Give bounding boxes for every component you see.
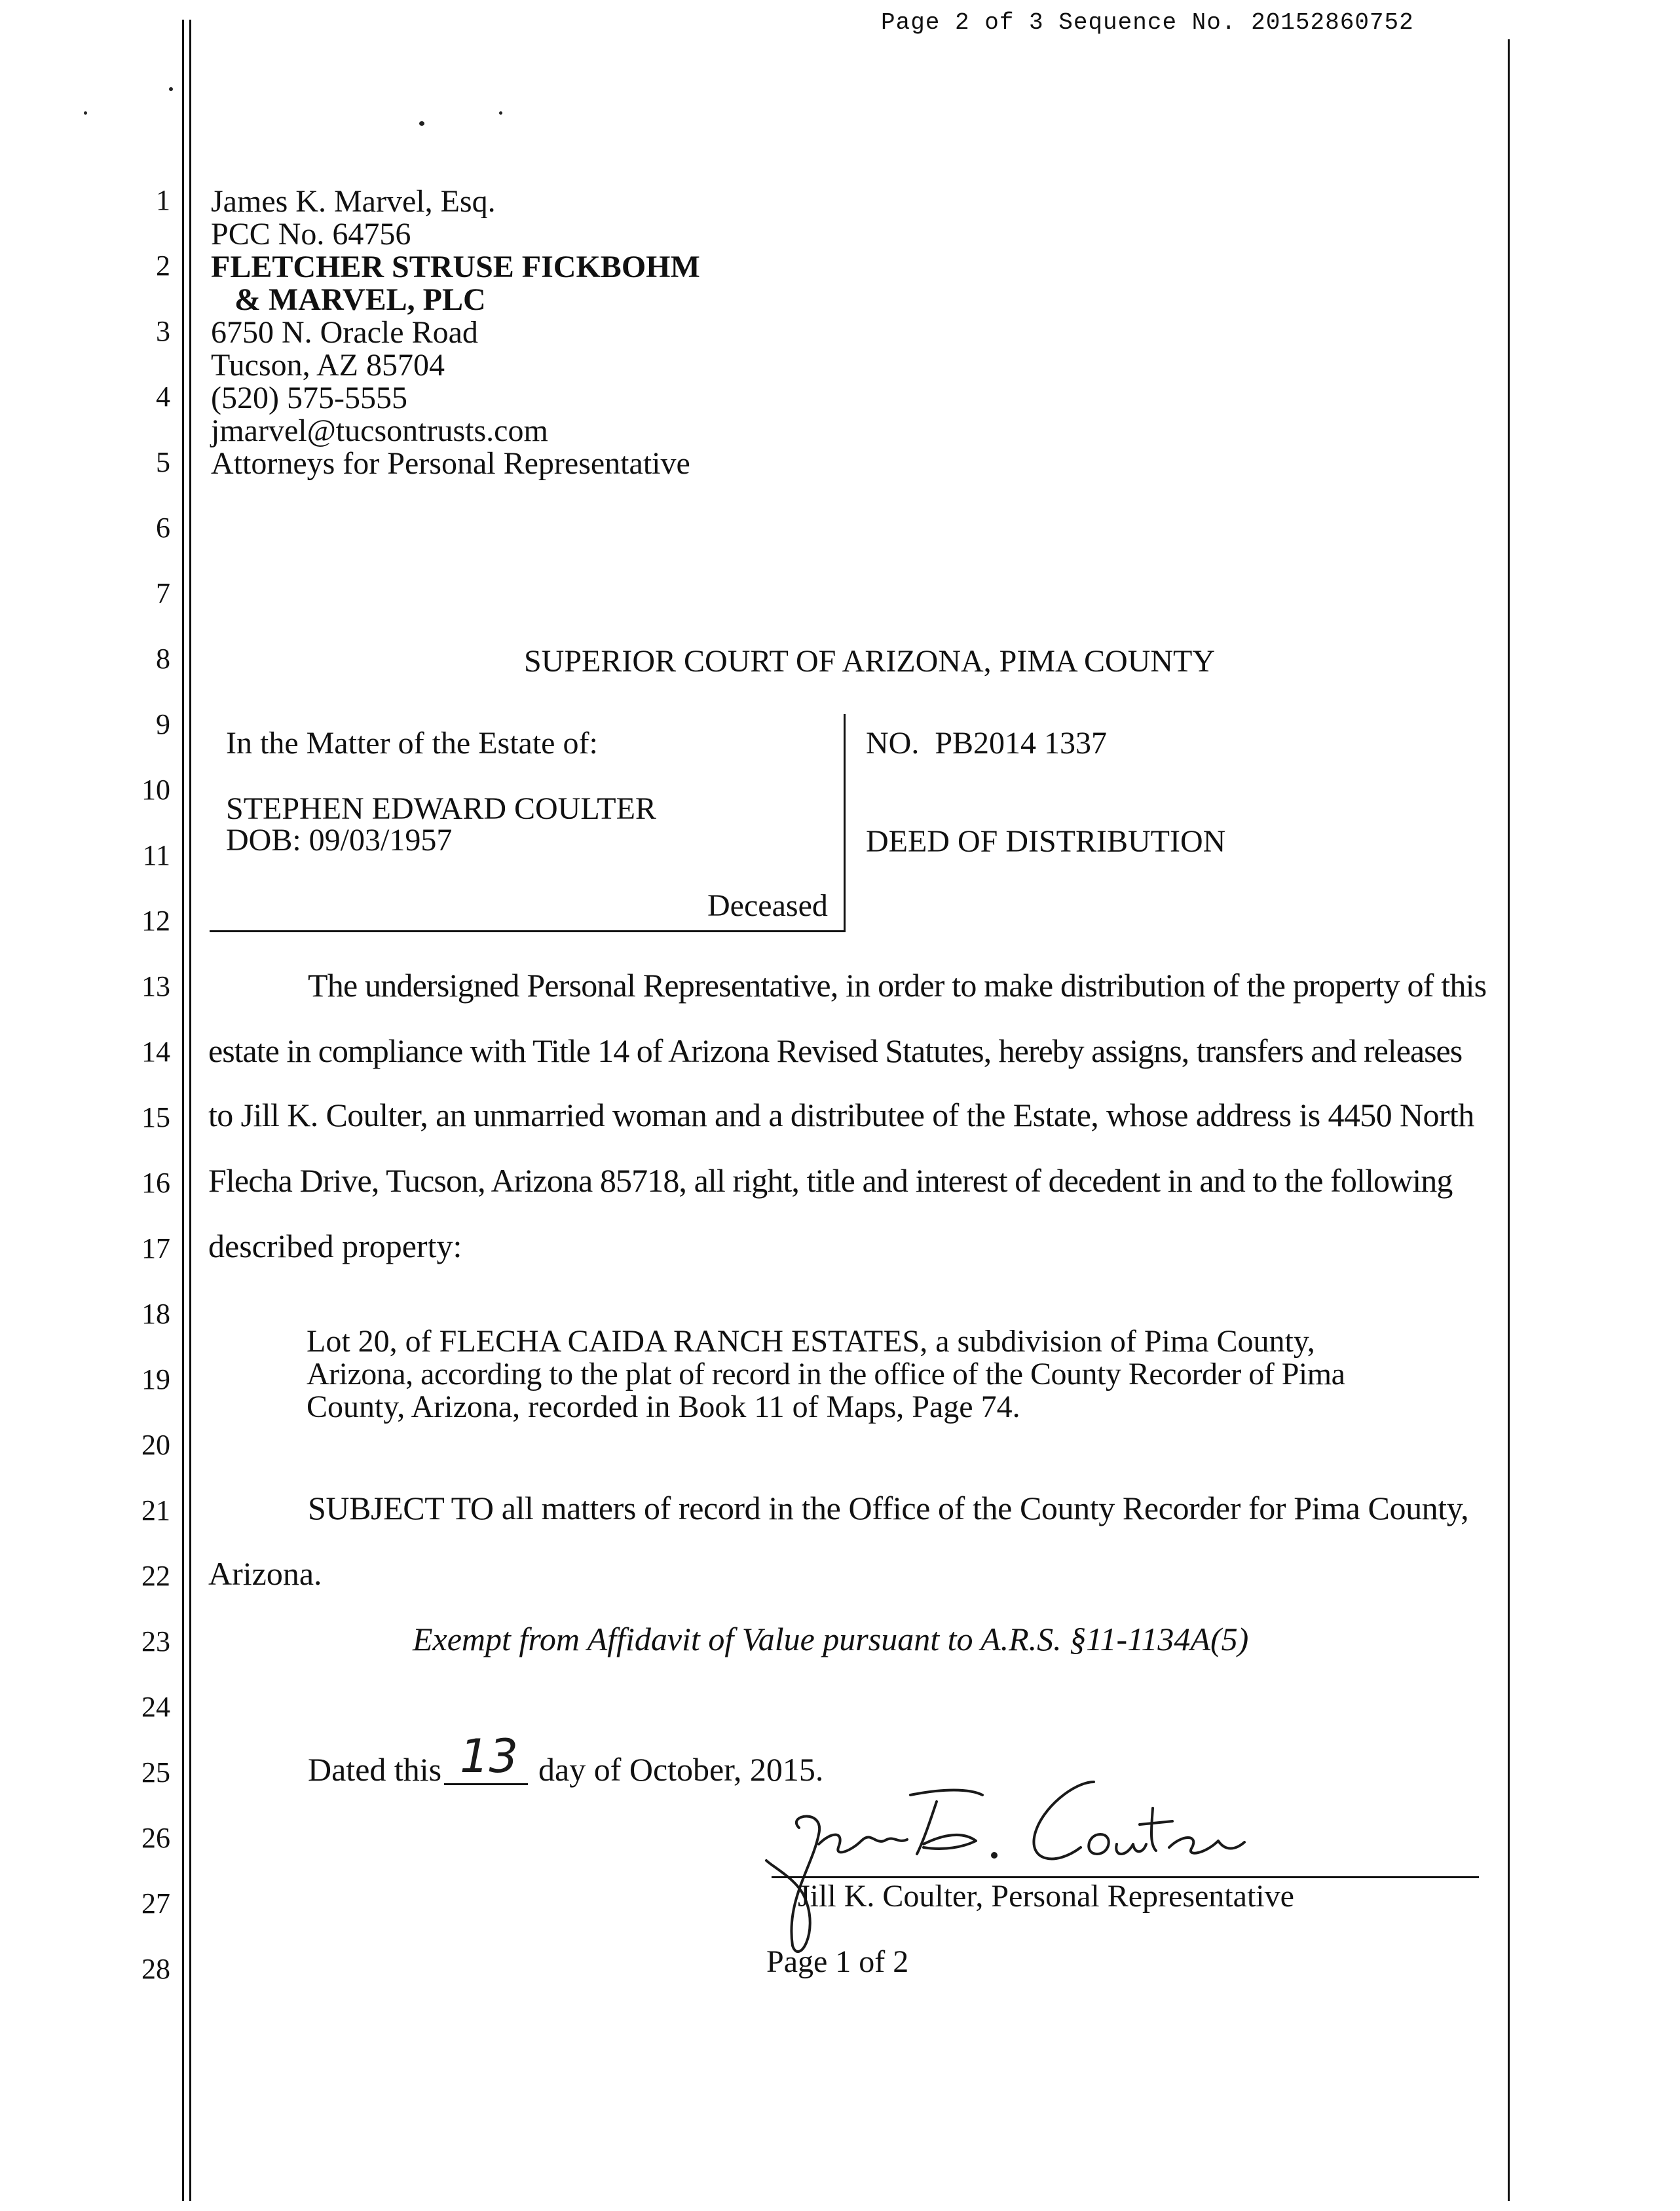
firm-address-line2: Tucson, AZ 85704	[211, 348, 445, 383]
signature-rule	[772, 1876, 1479, 1878]
firm-address-line1: 6750 N. Oracle Road	[211, 315, 478, 350]
exemption-note: Exempt from Affidavit of Value pursuant to A.R.S. §11-1134A(5)	[413, 1621, 1249, 1657]
subject-to-line2: Arizona.	[208, 1555, 322, 1592]
right-margin-rule	[1508, 39, 1510, 2201]
attorney-role: Attorneys for Personal Representative	[211, 446, 690, 481]
paragraph-line: Flecha Drive, Tucson, Arizona 85718, all right, title and interest of decedent in and to the following	[208, 1162, 1453, 1199]
paragraph-line: The undersigned Personal Representative, in order to make distribution of the property of this	[308, 967, 1487, 1004]
legal-line: Lot 20, of FLECHA CAIDA RANCH ESTATES, a subdivision of Pima County,	[307, 1324, 1315, 1359]
firm-name-line1: FLETCHER STRUSE FICKBOHM	[211, 250, 700, 284]
left-margin-rule-outer	[182, 20, 184, 2201]
firm-email: jmarvel@tucsontrusts.com	[211, 413, 548, 448]
line-number: 24	[141, 1691, 170, 1723]
document-title: DEED OF DISTRIBUTION	[866, 824, 1226, 859]
line-number: 8	[156, 643, 170, 675]
dated-day-handwritten: 13	[460, 1729, 519, 1783]
line-number: 9	[156, 708, 170, 740]
paragraph-line: estate in compliance with Title 14 of Arizona Revised Statutes, hereby assigns, transfers and releases	[208, 1032, 1463, 1069]
attorney-pcc: PCC No. 64756	[211, 217, 411, 252]
firm-name-line2: & MARVEL, PLC	[234, 282, 486, 317]
caption-deceased: Deceased	[707, 888, 828, 923]
scan-speck	[419, 121, 424, 126]
line-number: 25	[141, 1756, 170, 1788]
line-number: 1	[156, 184, 170, 216]
page-number-footer: Page 1 of 2	[766, 1944, 909, 1979]
line-number: 18	[141, 1298, 170, 1330]
line-number: 17	[141, 1232, 170, 1264]
firm-phone: (520) 575-5555	[211, 381, 407, 415]
sequence-header: Page 2 of 3 Sequence No. 20152860752	[881, 9, 1414, 36]
left-margin-rule-inner	[189, 20, 191, 2201]
line-number: 12	[141, 905, 170, 937]
line-number: 26	[141, 1822, 170, 1854]
line-number: 16	[141, 1167, 170, 1199]
caption-divider	[844, 714, 846, 932]
scan-speck	[84, 111, 87, 115]
line-number: 14	[141, 1036, 170, 1068]
line-number: 7	[156, 577, 170, 609]
paragraph-line: described property:	[208, 1228, 462, 1264]
scan-speck	[499, 111, 502, 115]
line-number: 11	[142, 839, 170, 871]
caption-decedent: STEPHEN EDWARD COULTER	[226, 791, 656, 826]
court-title: SUPERIOR COURT OF ARIZONA, PIMA COUNTY	[523, 644, 1216, 679]
dated-suffix: day of October, 2015.	[538, 1751, 824, 1788]
line-number: 19	[141, 1363, 170, 1395]
line-number: 22	[141, 1560, 170, 1592]
line-number: 4	[156, 381, 170, 413]
line-number: 20	[141, 1429, 170, 1461]
handwritten-signature	[747, 1769, 1323, 1965]
line-number: 6	[156, 512, 170, 544]
line-number: 15	[141, 1101, 170, 1133]
dated-day-blank	[444, 1783, 528, 1785]
legal-line: Arizona, according to the plat of record in the office of the County Recorder of Pima	[307, 1357, 1345, 1391]
line-number: 10	[141, 774, 170, 806]
line-number: 27	[141, 1887, 170, 1919]
attorney-name: James K. Marvel, Esq.	[211, 184, 496, 219]
dated-prefix: Dated this	[308, 1751, 442, 1788]
legal-line: County, Arizona, recorded in Book 11 of Maps, Page 74.	[307, 1389, 1020, 1424]
paragraph-line: to Jill K. Coulter, an unmarried woman and a distributee of the Estate, whose address is 4450 North	[208, 1097, 1474, 1133]
caption-matter: In the Matter of the Estate of:	[226, 726, 598, 761]
line-number: 5	[156, 446, 170, 478]
caption-bottom-rule	[210, 930, 845, 932]
case-number: NO. PB2014 1337	[866, 726, 1108, 761]
scan-speck	[169, 87, 173, 91]
line-number: 2	[156, 250, 170, 282]
subject-to-line1: SUBJECT TO all matters of record in the Office of the County Recorder for Pima County,	[308, 1490, 1469, 1526]
line-number: 13	[141, 970, 170, 1002]
caption-dob: DOB: 09/03/1957	[226, 823, 453, 858]
line-number: 21	[141, 1494, 170, 1526]
signer-name: Jill K. Coulter, Personal Representative	[798, 1879, 1294, 1914]
line-number: 23	[141, 1625, 170, 1657]
line-number: 3	[156, 315, 170, 347]
line-number: 28	[141, 1953, 170, 1985]
